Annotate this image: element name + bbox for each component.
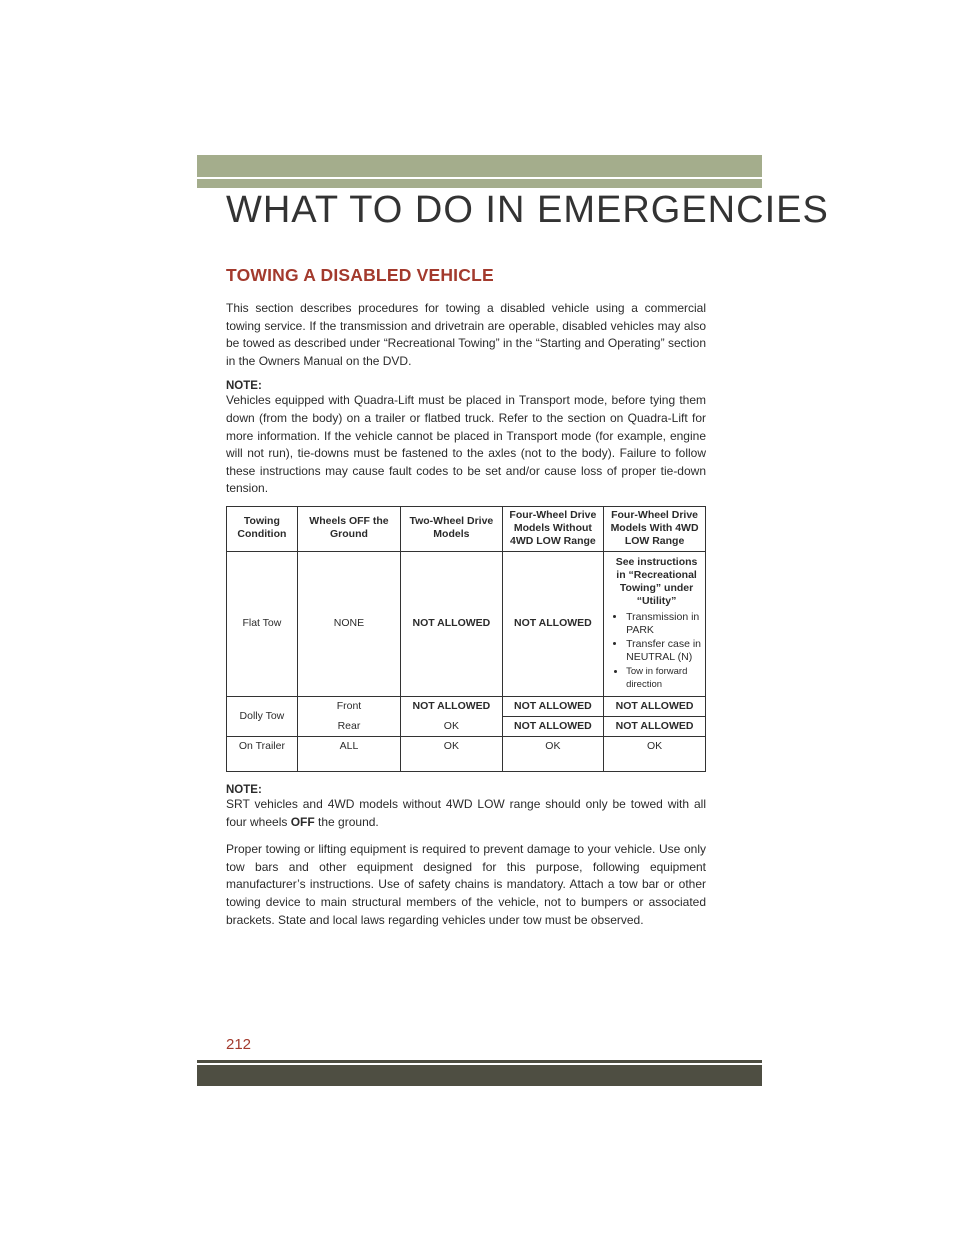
table-row xyxy=(227,736,706,771)
table-row xyxy=(227,696,706,716)
page-content xyxy=(226,265,706,929)
page-number: 212 xyxy=(226,1036,252,1053)
col-towing-condition: Towing Condition xyxy=(227,506,298,551)
list-item: • Tow in forward direction xyxy=(626,665,701,691)
note-2-text-start: SRT vehicles and 4WD models without 4WD LOW range should only be towed with all four wheels xyxy=(226,796,706,829)
flat-tow-wheels-off: NONE xyxy=(297,551,400,696)
col-4wd-with-low: Four-Wheel Drive Models With 4WD LOW Range xyxy=(604,506,706,551)
note-1 xyxy=(226,380,706,498)
note-1-label: NOTE: xyxy=(226,380,262,393)
closing-paragraph: Proper towing or lifting equipment is required to prevent damage to your vehicle. Use only tow bars and other equipment designed for this purpose, following equipment manufacturer’s instructions. Use of safety chains is mandatory. Attach a tow bar or other towing device to main structural members of the vehicle, not to bumpers or associated brackets. State and local laws regarding vehicles under tow must be observed. xyxy=(226,842,706,927)
dolly-front-4wd-with: NOT ALLOWED xyxy=(604,696,706,716)
flat-tow-instructions-list xyxy=(612,611,701,691)
dolly-rear-4wd-with: NOT ALLOWED xyxy=(604,716,706,736)
flat-tow-condition: Flat Tow xyxy=(227,551,298,696)
dolly-rear-wheels-off: Rear xyxy=(297,716,400,736)
flat-tow-two-wd: NOT ALLOWED xyxy=(401,551,503,696)
flat-tow-4wd-with xyxy=(604,551,706,696)
header-band xyxy=(197,155,762,177)
header-band-thin xyxy=(197,179,762,188)
table-header-row xyxy=(227,506,706,551)
table-row xyxy=(227,716,706,736)
on-trailer-two-wd: OK xyxy=(401,736,503,771)
list-item: • Transmission in PARK xyxy=(626,611,701,637)
dolly-front-two-wd: NOT ALLOWED xyxy=(401,696,503,716)
note-1-text: Vehicles equipped with Quadra-Lift must be placed in Transport mode, before tying them down (from the body) on a trailer or flatbed truck. Refer to the section on Quadra-Lift for more information. If the vehicle cannot be placed in Transport mode (for example, engine will not run), tie-downs must be fastened to the axles (not to the body). Failure to follow these instructions may cause fault codes to be set and/or cause loss of proper tie-down tension. xyxy=(226,393,706,496)
article-heading: TOWING A DISABLED VEHICLE xyxy=(226,265,494,285)
table-row xyxy=(227,551,706,696)
col-two-wheel-drive: Two-Wheel Drive Models xyxy=(401,506,503,551)
col-wheels-off: Wheels OFF the Ground xyxy=(297,506,400,551)
col-4wd-without-low: Four-Wheel Drive Models Without 4WD LOW Range xyxy=(502,506,604,551)
dolly-front-wheels-off: Front xyxy=(297,696,400,716)
on-trailer-4wd-with: OK xyxy=(604,736,706,771)
on-trailer-wheels-off: ALL xyxy=(297,736,400,771)
on-trailer-4wd-without: OK xyxy=(502,736,604,771)
on-trailer-condition: On Trailer xyxy=(227,736,298,771)
note-2-text-end: the ground. xyxy=(314,814,379,829)
dolly-rear-two-wd: OK xyxy=(401,716,503,736)
footer-rule xyxy=(197,1060,762,1063)
recreational-towing-reference: See instructions in “Recreational Towing” under “Utility” xyxy=(615,555,698,607)
footer-band xyxy=(197,1065,762,1086)
dolly-tow-condition: Dolly Tow xyxy=(227,696,298,736)
note-2-label: NOTE: xyxy=(226,783,262,796)
dolly-rear-4wd-without: NOT ALLOWED xyxy=(502,716,604,736)
list-item: • Transfer case in NEUTRAL (N) xyxy=(626,638,701,664)
flat-tow-4wd-without: NOT ALLOWED xyxy=(502,551,604,696)
note-2 xyxy=(226,784,706,831)
note-2-off-emphasis: OFF xyxy=(290,814,315,829)
note-2-text xyxy=(226,796,706,831)
dolly-front-4wd-without: NOT ALLOWED xyxy=(502,696,604,716)
section-title: WHAT TO DO IN EMERGENCIES xyxy=(226,189,829,231)
intro-paragraph: This section describes procedures for towing a disabled vehicle using a commercial towing service. If the transmission and drivetrain are operable, disabled vehicles may also be towed as described under “Recreational Towing” in the “Starting and Operating” section in the Owners Manual on the DVD. xyxy=(226,301,706,368)
towing-table xyxy=(226,506,706,772)
